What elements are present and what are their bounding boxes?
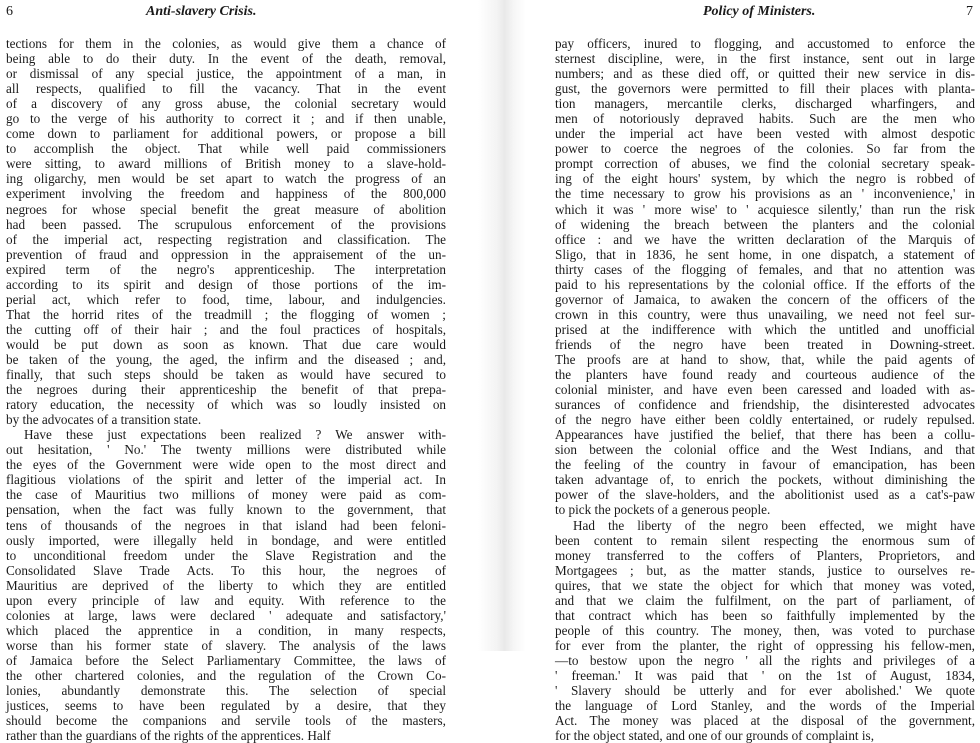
text-line: colonial minister, and have even been caressed and loaded with as- [555, 382, 976, 398]
text-line: gust, the governors were permitted to fill their places with planta- [555, 81, 975, 97]
text-line: all respects, qualified to fill the vacancy. That in the event [6, 81, 447, 97]
text-line: office : and we have the written declaration of the Marquis of [555, 231, 975, 247]
left-page-number: 6 [6, 4, 13, 19]
text-line: and that we claim the fulfilment, on the part of parliament, of [555, 592, 976, 608]
text-line: of a discovery of any gross abuse, the colonial secretary would [6, 96, 447, 112]
text-line: That the horrid rites of the treadmill ; the flogging of women ; [6, 306, 446, 322]
left-running-head [6, 4, 446, 24]
text-line: lonies, abundantly demonstrate this. The selection of special [6, 683, 447, 699]
text-line: by the advocates of a transition state. [6, 412, 202, 428]
text-line: of the imperial act, respecting registration and classification. The [6, 231, 447, 247]
text-line: quires, that we state the object for which that money was voted, [555, 577, 975, 593]
text-line: of Jamaica before the Select Parliamentary Committee, the laws of [6, 652, 447, 668]
text-line: crown in this country, were thus unavailing, we need not feel sur- [555, 306, 975, 322]
right-running-head [555, 4, 975, 24]
text-line: or dismissal of any special justice, the appointment of a man, in [6, 66, 447, 82]
text-line: numbers; and as these died off, or quitted their new service in dis- [555, 66, 976, 82]
text-line: Consolidated Slave Trade Acts. To this hour, the negroes of [6, 562, 447, 578]
text-line: go to the verge of his authority to correct it ; and if then unable, [6, 111, 446, 127]
text-line: should become the companions and servile tools of the masters, [6, 713, 446, 729]
text-line: to accomplish the object. That while well paid commissioners [6, 141, 446, 157]
text-line: prised at the indifference with which the untitled and unofficial [555, 321, 975, 337]
right-page-number: 7 [966, 4, 973, 19]
text-line: to pick the pockets of a generous people. [555, 502, 771, 518]
text-line: expired term of the negro's apprenticeship. The interpretation [6, 261, 447, 277]
text-line: prevention of fraud and oppression in the appraisement of the un- [6, 246, 447, 262]
right-running-title: Policy of Ministers. [703, 4, 816, 19]
right-page [555, 0, 976, 743]
text-line: the language of Lord Stanley, and the words of the Imperial [555, 698, 975, 714]
text-line: taken advantage of, to enrich the pockets, without diminishing the [555, 472, 976, 488]
text-line: the case of Mauritius two millions of money were paid as com- [6, 487, 447, 503]
text-line: pay officers, inured to flogging, and accustomed to enforce the [555, 36, 975, 51]
text-line: The proofs are at hand to show, that, while the paid agents of [555, 351, 975, 367]
text-line: justices, seems to have been regulated by a desire, that they [6, 698, 446, 714]
text-line: had been passed. The scrupulous enforcement of the provisions [6, 216, 446, 232]
text-line: ing oligarchy, men would be set apart to watch the progress of an [6, 171, 446, 187]
text-line: for ever from the planter, the right of oppressing his fellow-men, [555, 637, 975, 653]
text-line: been content to remain silent respecting the enormous sum of [555, 532, 975, 548]
text-line: Had the liberty of the negro been effected, we might have [573, 517, 976, 533]
text-line: ously imported, were illegally held in bondage, and were entitled [6, 532, 446, 548]
book-gutter [478, 0, 526, 651]
text-line: pensation, when the fact was fully known to the government, that [6, 502, 446, 518]
text-line: worse than his former state of slavery. The analysis of the laws [6, 637, 446, 653]
text-line: upon every principle of law and equity. With reference to the [6, 592, 446, 608]
text-line: finally, that such steps should be taken as would have secured to [6, 367, 446, 383]
left-page [6, 0, 447, 743]
text-line: of the negro have either been coldly entertained, or rudely repulsed. [555, 412, 975, 428]
text-line: the eyes of the Government were wide open to the most direct and [6, 457, 446, 473]
text-line: would be put down as soon as known. That due care would [6, 336, 446, 352]
text-line: being able to do their duty. In the event of the death, removal, [6, 51, 447, 67]
text-line: according to its spirit and design of those portions of the im- [6, 276, 447, 292]
text-line: tens of thousands of the negroes in that island had been feloni- [6, 517, 446, 533]
left-page-text [6, 36, 446, 743]
text-line: men of notoriously depraved habits. Such are the men who [555, 111, 976, 127]
text-line: sion between the colonial office and the West Indians, and that [555, 442, 975, 458]
text-line: the other chartered colonies, and the regulation of the Crown Co- [6, 667, 446, 683]
text-line: governor of Jamaica, to awaken the concern of the officers of the [555, 291, 975, 307]
text-line: ing of the eight hours' system, by which the negro is robbed of [555, 171, 976, 187]
right-page-text [555, 36, 975, 743]
left-running-title: Anti-slavery Crisis. [146, 4, 257, 19]
text-line: the negroes during their apprenticeship the benefit of that prepa- [6, 382, 446, 398]
text-line: Sligo, that in 1836, he sent home, in one dispatch, a statement of [555, 246, 975, 262]
text-line: power to coerce the negroes of the colonies. So far from the [555, 141, 976, 157]
text-line: to unconditional freedom under the Slave Registration and the [6, 547, 446, 563]
text-line: money transferred to the coffers of Planters, Proprietors, and [555, 547, 975, 563]
text-line: the cutting off of their hair ; and the foul practices of hospitals, [6, 321, 447, 337]
text-line: friends of the negro have been treated in Downing-street. [555, 336, 976, 352]
text-line: the planters have found ready and courteous audience of the [555, 367, 975, 383]
text-line: the time necessary to grow his provisions as an ' inconvenience,' in [555, 186, 975, 202]
text-line: surances of confidence and friendship, the disinterested advocates [555, 397, 975, 413]
text-line: come down to parliament for additional powers, or propose a bill [6, 126, 446, 142]
text-line: —to bestow upon the negro ' all the rights and privileges of a [555, 652, 976, 668]
text-line: were sitting, to award millions of British money to a slave-hold- [6, 156, 446, 172]
text-line: flagitious violations of the spirit and letter of the imperial act. In [6, 472, 446, 488]
text-line: Mortgagees ; but, as the matter stands, justice to ourselves re- [555, 562, 976, 578]
text-line: under the imperial act have been vested with almost despotic [555, 126, 975, 142]
text-line: the feeling of the country in favour of emancipation, has been [555, 457, 976, 473]
text-line: power of the slave-holders, and the abolitionist used as a cat's-paw [555, 487, 975, 503]
text-line: prompt correction of abuses, we find the colonial secretary speak- [555, 156, 975, 172]
text-line: ' Slavery should be utterly and for ever abolished.' We quote [555, 683, 975, 699]
text-line: tion managers, mercantile clerks, discharged wharfingers, and [555, 96, 975, 112]
text-line: for the object stated, and one of our grounds of complaint is, [555, 728, 874, 743]
text-line: Mauritius are deprived of the liberty to which they are entitled [6, 577, 446, 593]
text-line: tections for them in the colonies, as would give them a chance of [6, 36, 446, 51]
text-line: negroes for whose special benefit the great measure of abolition [6, 201, 446, 217]
text-line: Act. The money was placed at the disposal of the government, [555, 713, 976, 729]
text-line: sternest discipline, were, in the first instance, sent out in large [555, 51, 976, 67]
text-line: perial act, which refer to food, time, labour, and indulgencies. [6, 291, 446, 307]
text-line: people of this country. The money, then, was voted to purchase [555, 622, 976, 638]
text-line: which it was ' more wise' to ' acquiesce silently,' than run the risk [555, 201, 975, 217]
text-line: which placed the apprentice in a condition, in many respects, [6, 622, 446, 638]
text-line: out hesitation, ' No.' The twenty millions were distributed while [6, 442, 447, 458]
text-line: Appearances have justified the belief, that there has been a collu- [555, 427, 976, 443]
text-line: that contract which has been so faithfully implemented by the [555, 607, 975, 623]
text-line: Have these just expectations been realized ? We answer with- [24, 427, 446, 443]
text-line: thirty cases of the flogging of females, and that no attention was [555, 261, 976, 277]
text-line: colonies at large, laws were declared ' adequate and satisfactory,' [6, 607, 446, 623]
text-line: experiment involving the freedom and happiness of the 800,000 [6, 186, 447, 202]
text-line: of widening the breach between the planters and the colonial [555, 216, 975, 232]
text-line: paid to his representations by the colonial office. If the efforts of the [555, 276, 975, 292]
text-line: be taken of the young, the aged, the infirm and the diseased ; and, [6, 351, 447, 367]
text-line: ratory education, the necessity of which was so loudly insisted on [6, 397, 447, 413]
text-line: rather than the guardians of the rights of the apprentices. Half [6, 728, 331, 743]
text-line: ' freeman.' It was paid that ' on the 1st of August, 1834, [555, 667, 975, 683]
